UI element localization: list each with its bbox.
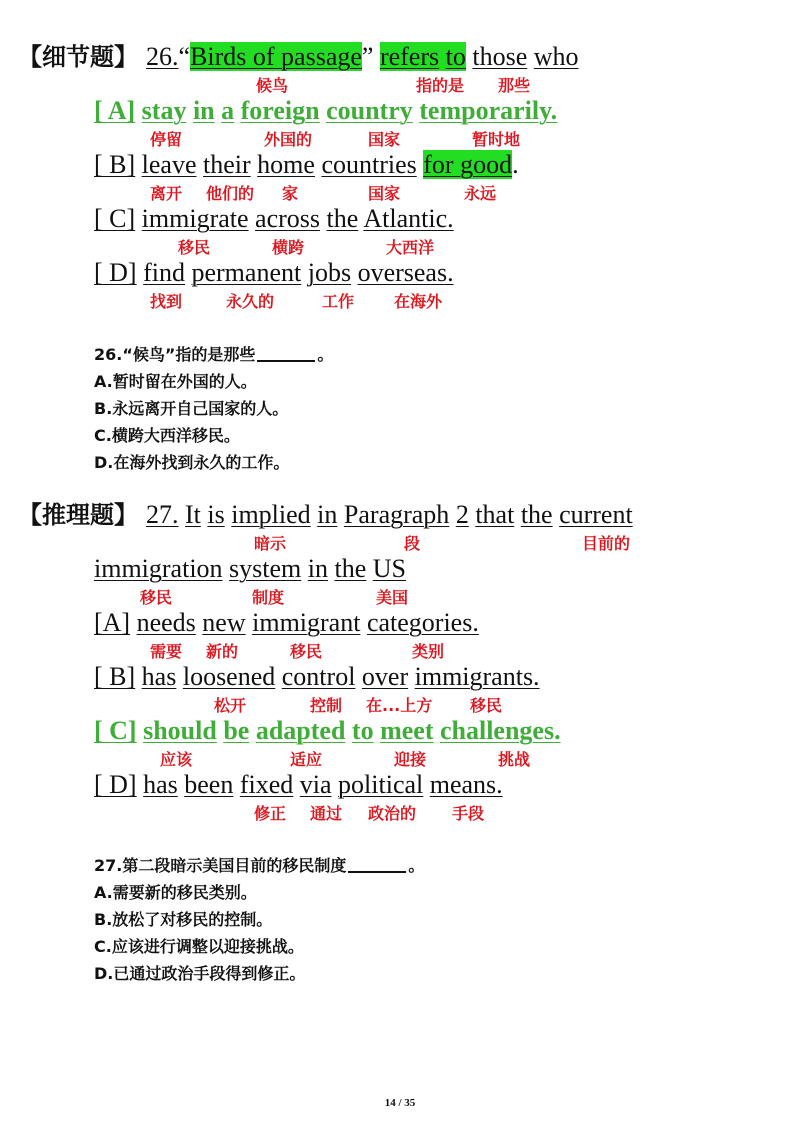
gloss: 永远 [464, 184, 497, 203]
gloss: 他们的 [206, 184, 255, 203]
q27-zh-option-d: D.已通过政治手段得到修正。 [94, 964, 306, 983]
q27-type-tag: 【推理题】 [18, 501, 138, 529]
q27-option-a: [A] needs new immigrant categories. [94, 608, 479, 637]
page-number: 14 / 35 [384, 1097, 416, 1109]
q27-option-b: [ B] has loosened control over immigrants. [94, 662, 540, 691]
gloss: 目前的 [582, 534, 631, 553]
gloss: 国家 [368, 130, 401, 149]
gloss: 制度 [252, 588, 285, 607]
gloss: 类别 [412, 642, 445, 661]
q26-zh-option-c: C.横跨大西洋移民。 [94, 426, 240, 445]
gloss: 手段 [452, 804, 485, 823]
gloss: 停留 [150, 130, 183, 149]
q26-option-a: [ A] stay in a foreign country temporarily. [94, 96, 558, 125]
gloss: 迎接 [394, 750, 427, 769]
q27-option-d: [ D] has been fixed via political means. [94, 770, 503, 799]
q27-option-c: [ C] should be adapted to meet challenges. [94, 716, 561, 745]
gloss: 松开 [214, 696, 247, 715]
gloss: 新的 [206, 642, 239, 661]
gloss: 通过 [310, 804, 343, 823]
q27-zh-question: 27.第二段暗示美国目前的移民制度 。 [94, 856, 425, 875]
gloss: 在海外 [394, 292, 443, 311]
gloss: 移民 [470, 696, 503, 715]
q27-zh-option-a: A.需要新的移民类别。 [94, 883, 257, 902]
q27-zh-option-c: C.应该进行调整以迎接挑战。 [94, 937, 304, 956]
gloss: 政治的 [368, 804, 417, 823]
gloss: 暗示 [254, 534, 287, 553]
gloss: 修正 [254, 804, 287, 823]
gloss: 挑战 [498, 750, 531, 769]
gloss: 候鸟 [256, 76, 289, 95]
gloss: 适应 [290, 750, 323, 769]
gloss: 离开 [150, 184, 183, 203]
keyword-highlight: Birds of passage [190, 42, 362, 71]
gloss: 需要 [150, 642, 183, 661]
q26-option-b: [ B] leave their home countries for good. [94, 150, 519, 179]
gloss: 移民 [290, 642, 323, 661]
gloss: 美国 [376, 588, 409, 607]
q26-option-d: [ D] find permanent jobs overseas. [94, 258, 454, 287]
keyword-highlight: for good [423, 150, 513, 179]
gloss: 工作 [322, 292, 355, 311]
gloss: 段 [404, 534, 421, 553]
answer-blank [257, 360, 315, 362]
q26-option-c: [ C] immigrate across the Atlantic. [94, 204, 454, 233]
q26-question-line: 26.“Birds of passage” refers to those who [146, 42, 579, 71]
q27-question-line: 27. It is implied in Paragraph 2 that the current [146, 500, 633, 529]
gloss: 永久的 [226, 292, 275, 311]
gloss: 找到 [150, 292, 183, 311]
q26-zh-question: 26.“候鸟”指的是那些 。 [94, 345, 334, 364]
gloss: 控制 [310, 696, 343, 715]
q27-question-line-2: immigration system in the US [94, 554, 407, 583]
q26-type-tag: 【细节题】 [18, 43, 138, 71]
answer-blank [348, 871, 406, 873]
gloss: 家 [282, 184, 299, 203]
gloss: 暂时地 [472, 130, 521, 149]
q26-zh-option-a: A.暂时留在外国的人。 [94, 372, 257, 391]
gloss: 横跨 [272, 238, 305, 257]
q26-zh-option-d: D.在海外找到永久的工作。 [94, 453, 290, 472]
gloss: 外国的 [264, 130, 313, 149]
q26-zh-option-b: B.永远离开自己国家的人。 [94, 399, 289, 418]
gloss: 那些 [498, 76, 531, 95]
gloss: 国家 [368, 184, 401, 203]
keyword-highlight: refers [379, 42, 440, 71]
gloss: 移民 [178, 238, 211, 257]
gloss: 应该 [160, 750, 193, 769]
gloss: 在...上方 [366, 696, 433, 715]
q27-zh-option-b: B.放松了对移民的控制。 [94, 910, 273, 929]
gloss: 大西洋 [386, 238, 435, 257]
gloss: 移民 [140, 588, 173, 607]
gloss: 指的是 [416, 76, 465, 95]
